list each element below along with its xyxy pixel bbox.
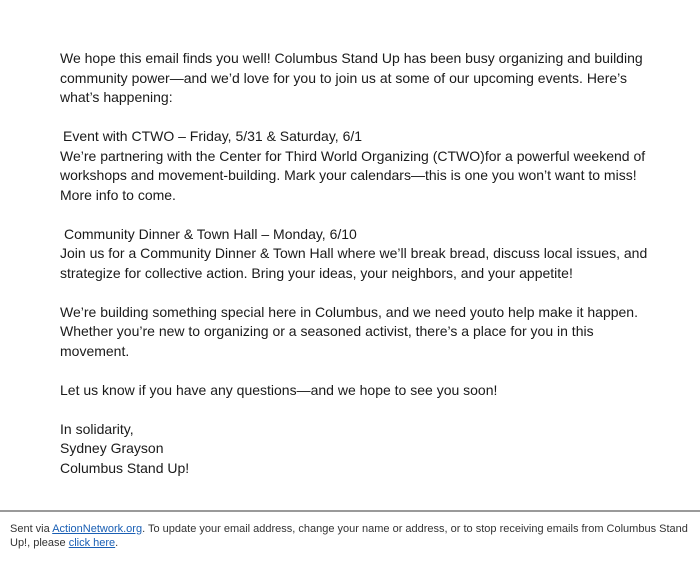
building-paragraph: We’re building something special here in Columbus, and we need youto help make it happen. Whether you’re new to organizing or a seasoned activist, there’s a place for you in this movement. [60, 303, 638, 359]
click-here-link[interactable]: click here [68, 537, 116, 549]
event-town-hall-heading: Community Dinner & Town Hall – Monday, 6/10 [64, 225, 357, 242]
signoff-name: Sydney Grayson [60, 440, 164, 456]
footer-divider [0, 510, 700, 512]
email-body [60, 49, 660, 478]
intro-paragraph: We hope this email finds you well! Columbus Stand Up has been busy organizing and building community power—and we’d love for you to join us at some of our upcoming events. Here’s what’s happening: [60, 50, 643, 105]
footer-end: . [115, 537, 119, 549]
event-town-hall-description: Join us for a Community Dinner & Town Hall where we’ll break bread, discuss local issues, and strategize for collective action. Bring your ideas, your neighbors, and your appetite! [60, 245, 648, 281]
signoff-org: Columbus Stand Up! [60, 459, 190, 476]
footer-unsubscribe-text: . To update your email address, change your name or address, or to stop receiving emails from Columbus Stand Up!, please [10, 523, 688, 549]
footer-sent-via: Sent via [10, 523, 53, 535]
questions-paragraph: Let us know if you have any questions—and we hope to see you soon! [60, 381, 498, 398]
email-footer [10, 522, 692, 550]
event-ctwo-description: We’re partnering with the Center for Third World Organizing (CTWO)for a powerful weekend of workshops and movement-building. Mark your calendars—this is one you won’t want to miss! More info to come. [60, 147, 646, 203]
event-ctwo-heading: Event with CTWO – Friday, 5/31 & Saturday, 6/1 [63, 128, 363, 144]
signoff-closing: In solidarity, [60, 420, 134, 437]
actionnetwork-link[interactable]: ActionNetwork.org [52, 523, 143, 535]
